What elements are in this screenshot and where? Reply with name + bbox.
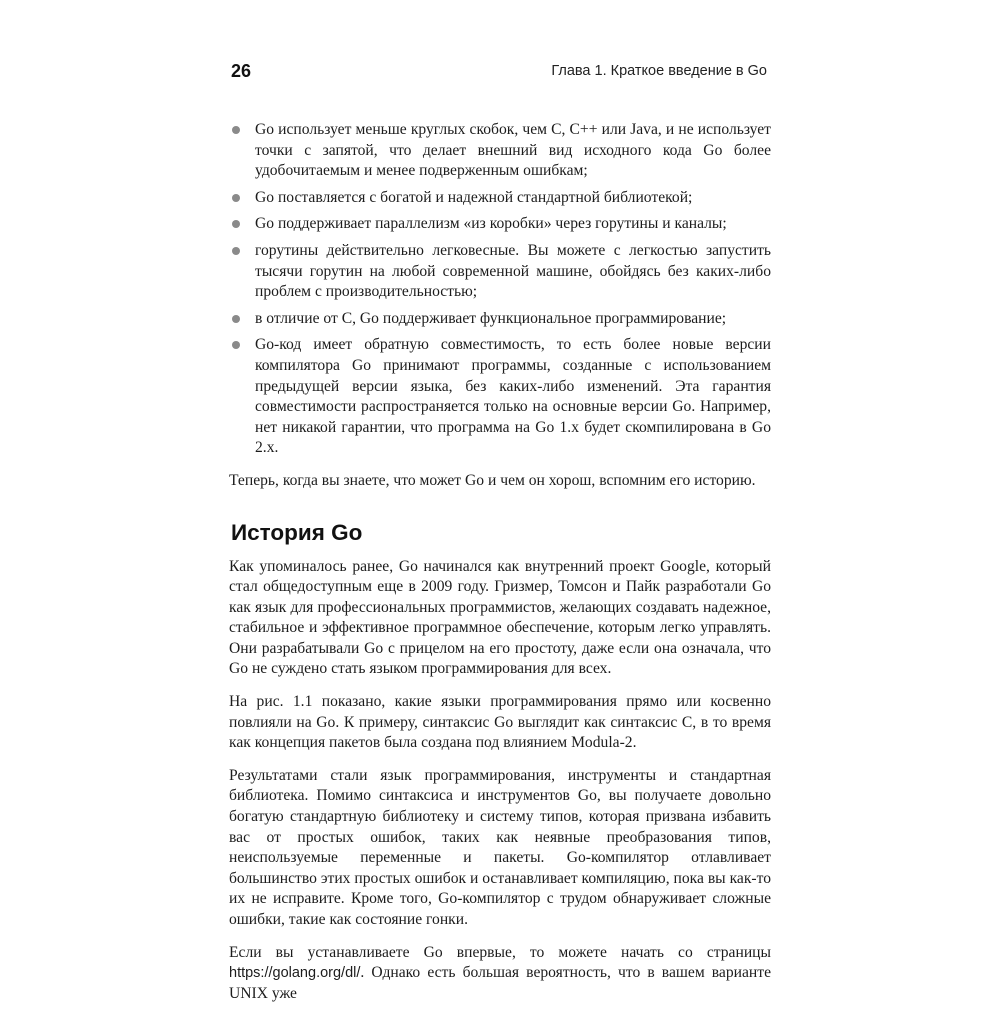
- list-item: [229, 309, 771, 330]
- download-link[interactable]: https://golang.org/dl/: [229, 965, 361, 982]
- list-item: [229, 241, 771, 303]
- list-item: [229, 335, 771, 459]
- paragraph: На рис. 1.1 показано, какие языки программирования прямо или косвенно повлияли на Go. К примеру, синтаксис Go выглядит как синтаксис C, в то время как концепция пакетов была создана под влиянием Modula-2.: [229, 693, 771, 752]
- book-page: [229, 60, 771, 1016]
- list-item: [229, 214, 771, 235]
- page-number: 26: [231, 61, 252, 81]
- list-item-text: горутины действительно легковесные. Вы можете с легкостью запустить тысячи горутин на любой современной машине, обойдясь без каких-либо проблем с производительностью;: [255, 241, 771, 301]
- paragraph-text: . Однако есть большая вероятность, что в вашем варианте UNIX уже: [229, 964, 771, 1002]
- list-item-text: Go использует меньше круглых скобок, чем C, C++ или Java, и не использует точки с запятой, что делает внешний вид исходного кода Go более удобочитаемым и менее подверженным ошибкам;: [255, 121, 771, 180]
- list-item: [229, 120, 771, 182]
- bullet-icon: [232, 315, 240, 323]
- bullet-icon: [232, 247, 240, 255]
- paragraph: Результатами стали язык программирования, инструменты и стандартная библиотека. Помимо синтаксиса и инструментов Go, вы получаете довольно богатую стандартную библиотеку и систему типов, которая призвана избавить вас от простых ошибок, таких как неявные преобразования типов, неиспользуемые переменные и пакеты. Go-компилятор отлавливает большинство этих простых ошибок и останавливает компиляцию, пока вы как-то их не исправите. Кроме того, Go-компилятор с трудом обнаруживает сложные ошибки, такие как состояние гонки.: [229, 766, 771, 928]
- list-item: [229, 188, 771, 209]
- page-header: [229, 60, 771, 90]
- bullet-icon: [232, 126, 240, 134]
- paragraph: Как упоминалось ранее, Go начинался как внутренний проект Google, который стал общедоступным еще в 2009 году. Гризмер, Томсон и Пайк разработали Go как язык для профессиональных программистов, желающих создавать надежное, стабильное и эффективное программное обеспечение, которым легко управлять. Они разрабатывали Go с прицелом на его простоту, даже если она означала, что Go не суждено стать языком программирования для всех.: [229, 557, 771, 678]
- paragraph-text: Если вы устанавливаете Go впервые, то можете начать со страницы: [229, 943, 771, 961]
- bullet-icon: [232, 341, 240, 349]
- list-item-text: Go-код имеет обратную совместимость, то есть более новые версии компилятора Go принимают программы, созданные с использованием предыдущей версии языка, без каких-либо изменений. Эта гарантия совместимости распространяется только на основные версии Go. Например, нет никакой гарантии, что программа на Go 1.x будет скомпилирована в Go 2.x.: [255, 336, 771, 457]
- section-heading: История Go: [231, 519, 363, 545]
- closing-paragraph: Теперь, когда вы знаете, что может Go и чем он хорош, вспомним его историю.: [229, 471, 756, 489]
- list-item-text: в отличие от C, Go поддерживает функциональное программирование;: [255, 309, 727, 327]
- list-item-text: Go поддерживает параллелизм «из коробки» через горутины и каналы;: [255, 215, 727, 233]
- running-head: Глава 1. Краткое введение в Go: [551, 63, 767, 79]
- feature-list: [229, 120, 771, 459]
- bullet-icon: [232, 220, 240, 228]
- paragraph: [229, 943, 771, 1005]
- list-item-text: Go поставляется с богатой и надежной стандартной библиотекой;: [255, 188, 693, 206]
- bullet-icon: [232, 194, 240, 202]
